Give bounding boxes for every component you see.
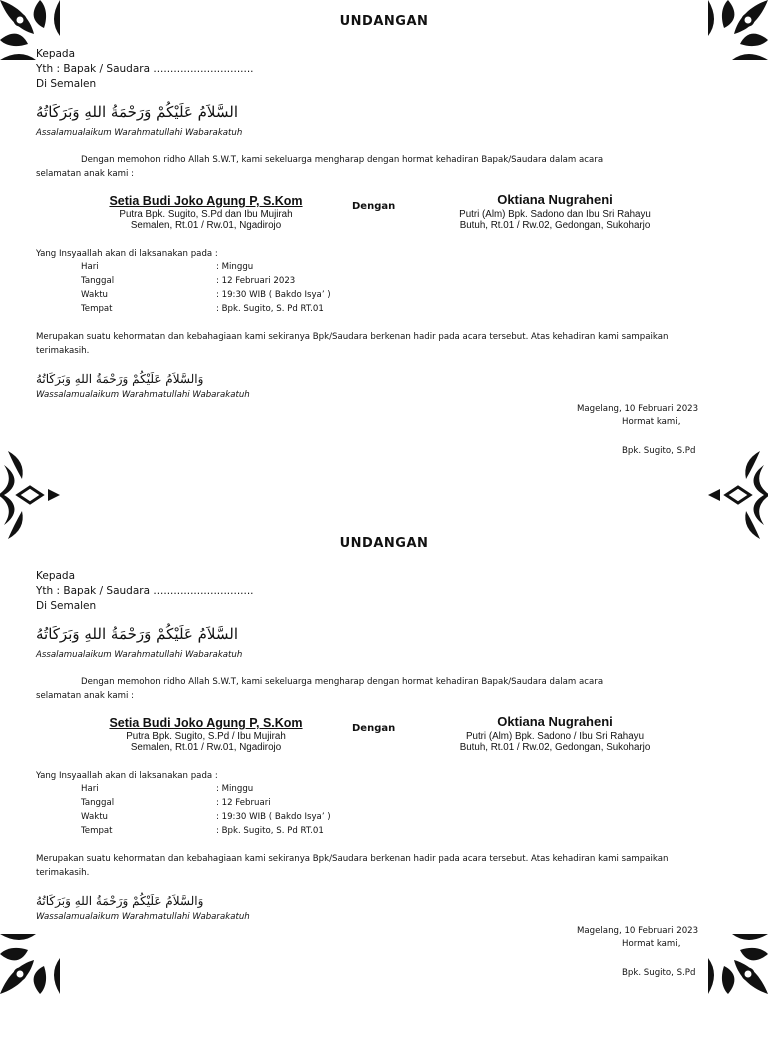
wassalam-arabic: وَالسَّلاَمُ عَلَيْكُمْ وَرَحْمَةُ اللهِ وَبَرَكَاتُهُ — [36, 894, 204, 908]
recipient-label: Kepada — [36, 570, 76, 582]
bride-name: Oktiana Nugraheni — [497, 192, 613, 207]
groom-name: Setia Budi Joko Agung P, S.Kom — [109, 194, 303, 208]
card-title: UNDANGAN — [339, 536, 429, 551]
connector-text: Dengan — [352, 723, 396, 734]
event-label: Waktu — [81, 812, 109, 822]
invitation-card — [0, 522, 768, 1044]
event-intro: Yang Insyaallah akan di laksanakan pada : — [36, 771, 218, 781]
bride-parents: Putri (Alm) Bpk. Sadono / Ibu Sri Rahayu — [465, 731, 645, 742]
floral-corner-icon — [0, 934, 60, 994]
event-label: Tanggal — [81, 276, 115, 286]
card-title: UNDANGAN — [339, 14, 429, 29]
recipient-line: Yth : Bapak / Saudara .............................. — [36, 63, 254, 75]
floral-corner-icon — [708, 0, 768, 60]
event-value: : Minggu — [216, 262, 254, 272]
floral-divider-icon — [0, 430, 62, 560]
bride-address: Butuh, Rt.01 / Rw.02, Gedongan, Sukoharjo — [459, 220, 651, 231]
closing-line-2: terimakasih. — [36, 346, 90, 356]
groom-name: Setia Budi Joko Agung P, S.Kom — [109, 716, 303, 730]
date-place: Magelang, 10 Februari 2023 — [577, 404, 699, 414]
event-label: Hari — [81, 262, 99, 272]
event-label: Tanggal — [81, 798, 115, 808]
recipient-place: Di Semalen — [36, 78, 97, 90]
intro-line-1: Dengan memohon ridho Allah S.W.T, kami sekeluarga mengharap dengan hormat kehadiran Bapak/Saudara dalam acara — [81, 155, 604, 165]
salam-latin: Assalamualaikum Warahmatullahi Wabarakatuh — [36, 128, 243, 138]
floral-corner-icon — [708, 934, 768, 994]
recipient-line: Yth : Bapak / Saudara .............................. — [36, 585, 254, 597]
bride-parents: Putri (Alm) Bpk. Sadono dan Ibu Sri Rahayu — [459, 209, 651, 220]
closing-line-1: Merupakan suatu kehormatan dan kebahagiaan kami sekiranya Bpk/Saudara berkenan hadir pada acara tersebut. Atas kehadiran kami sampaikan — [36, 332, 669, 342]
intro-line-2: selamatan anak kami : — [36, 691, 135, 701]
bride-name: Oktiana Nugraheni — [497, 714, 613, 729]
event-value: : Bpk. Sugito, S. Pd RT.01 — [216, 826, 324, 836]
event-label: Tempat — [81, 826, 113, 836]
groom-parents: Putra Bpk. Sugito, S.Pd / Ibu Mujirah — [126, 731, 286, 742]
event-intro: Yang Insyaallah akan di laksanakan pada : — [36, 249, 218, 259]
intro-line-2: selamatan anak kami : — [36, 169, 135, 179]
salam-arabic: السَّلاَمُ عَلَيْكُمْ وَرَحْمَةُ اللهِ وَبَرَكَاتُهُ — [36, 103, 238, 121]
event-value: : 19:30 WIB ( Bakdo Isya’ ) — [216, 290, 331, 300]
regards-text: Hormat kami, — [622, 939, 681, 949]
event-label: Tempat — [81, 304, 113, 314]
recipient-label: Kepada — [36, 48, 76, 60]
wassalam-latin: Wassalamualaikum Warahmatullahi Wabarakatuh — [36, 912, 250, 922]
groom-parents: Putra Bpk. Sugito, S.Pd dan Ibu Mujirah — [119, 209, 293, 220]
event-value: : 12 Februari 2023 — [216, 276, 296, 286]
salam-arabic: السَّلاَمُ عَلَيْكُمْ وَرَحْمَةُ اللهِ وَبَرَكَاتُهُ — [36, 625, 238, 643]
signer-name: Bpk. Sugito, S.Pd — [622, 446, 696, 456]
regards-text: Hormat kami, — [622, 417, 681, 427]
salam-latin: Assalamualaikum Warahmatullahi Wabarakatuh — [36, 650, 243, 660]
groom-address: Semalen, Rt.01 / Rw.01, Ngadirojo — [130, 220, 282, 231]
event-value: : 12 Februari — [216, 798, 271, 808]
floral-corner-icon — [0, 0, 60, 60]
floral-divider-icon — [706, 430, 768, 560]
event-value: : 19:30 WIB ( Bakdo Isya’ ) — [216, 812, 331, 822]
wassalam-arabic: وَالسَّلاَمُ عَلَيْكُمْ وَرَحْمَةُ اللهِ وَبَرَكَاتُهُ — [36, 372, 204, 386]
closing-line-1: Merupakan suatu kehormatan dan kebahagiaan kami sekiranya Bpk/Saudara berkenan hadir pada acara tersebut. Atas kehadiran kami sampaikan — [36, 854, 669, 864]
event-value: : Bpk. Sugito, S. Pd RT.01 — [216, 304, 324, 314]
date-place: Magelang, 10 Februari 2023 — [577, 926, 699, 936]
intro-line-1: Dengan memohon ridho Allah S.W.T, kami sekeluarga mengharap dengan hormat kehadiran Bapak/Saudara dalam acara — [81, 677, 604, 687]
connector-text: Dengan — [352, 201, 396, 212]
event-label: Waktu — [81, 290, 109, 300]
event-value: : Minggu — [216, 784, 254, 794]
groom-address: Semalen, Rt.01 / Rw.01, Ngadirojo — [130, 742, 282, 753]
wassalam-latin: Wassalamualaikum Warahmatullahi Wabarakatuh — [36, 390, 250, 400]
signer-name: Bpk. Sugito, S.Pd — [622, 968, 696, 978]
closing-line-2: terimakasih. — [36, 868, 90, 878]
bride-address: Butuh, Rt.01 / Rw.02, Gedongan, Sukoharjo — [459, 742, 651, 753]
event-label: Hari — [81, 784, 99, 794]
recipient-place: Di Semalen — [36, 600, 97, 612]
